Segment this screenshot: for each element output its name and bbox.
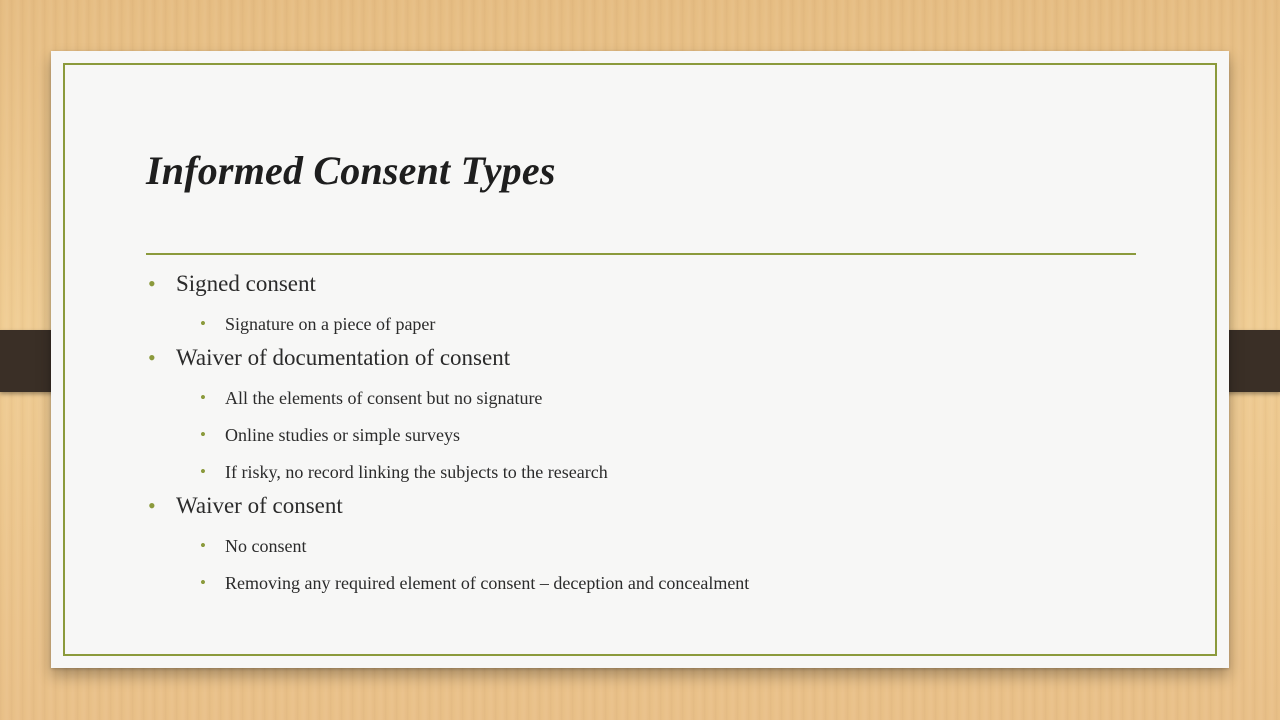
bullet-dot-icon: • bbox=[148, 271, 156, 296]
bullet-text: Signed consent bbox=[176, 271, 316, 296]
bullet-dot-icon: • bbox=[148, 493, 156, 518]
sub-bullet-text: If risky, no record linking the subjects to the research bbox=[225, 462, 608, 482]
bullet-dot-icon: • bbox=[200, 388, 206, 407]
bullet-item bbox=[146, 267, 1146, 304]
bullet-item bbox=[146, 341, 1146, 378]
bullet-dot-icon: • bbox=[200, 462, 206, 481]
sub-bullet-item bbox=[146, 563, 1146, 600]
bullet-item bbox=[146, 489, 1146, 526]
sub-bullet-text: Online studies or simple surveys bbox=[225, 425, 460, 445]
bullet-dot-icon: • bbox=[200, 314, 206, 333]
slide-title: Informed Consent Types bbox=[146, 148, 556, 193]
sub-bullet-item bbox=[146, 415, 1146, 452]
sub-bullet-text: Signature on a piece of paper bbox=[225, 314, 436, 334]
bullet-dot-icon: • bbox=[200, 425, 206, 444]
bullet-text: Waiver of documentation of consent bbox=[176, 345, 511, 370]
sub-bullet-item bbox=[146, 452, 1146, 489]
bullet-dot-icon: • bbox=[148, 345, 156, 370]
sub-bullet-item bbox=[146, 304, 1146, 341]
title-divider bbox=[146, 253, 1136, 255]
sub-bullet-item bbox=[146, 378, 1146, 415]
sub-bullet-item bbox=[146, 526, 1146, 563]
slide-paper bbox=[51, 51, 1229, 668]
bullet-dot-icon: • bbox=[200, 573, 206, 592]
bullet-list bbox=[146, 267, 1146, 600]
bullet-text: Waiver of consent bbox=[176, 493, 343, 518]
sub-bullet-text: Removing any required element of consent – deception and concealment bbox=[225, 573, 750, 593]
sub-bullet-text: All the elements of consent but no signature bbox=[225, 388, 543, 408]
sub-bullet-text: No consent bbox=[225, 536, 307, 556]
bullet-dot-icon: • bbox=[200, 536, 206, 555]
